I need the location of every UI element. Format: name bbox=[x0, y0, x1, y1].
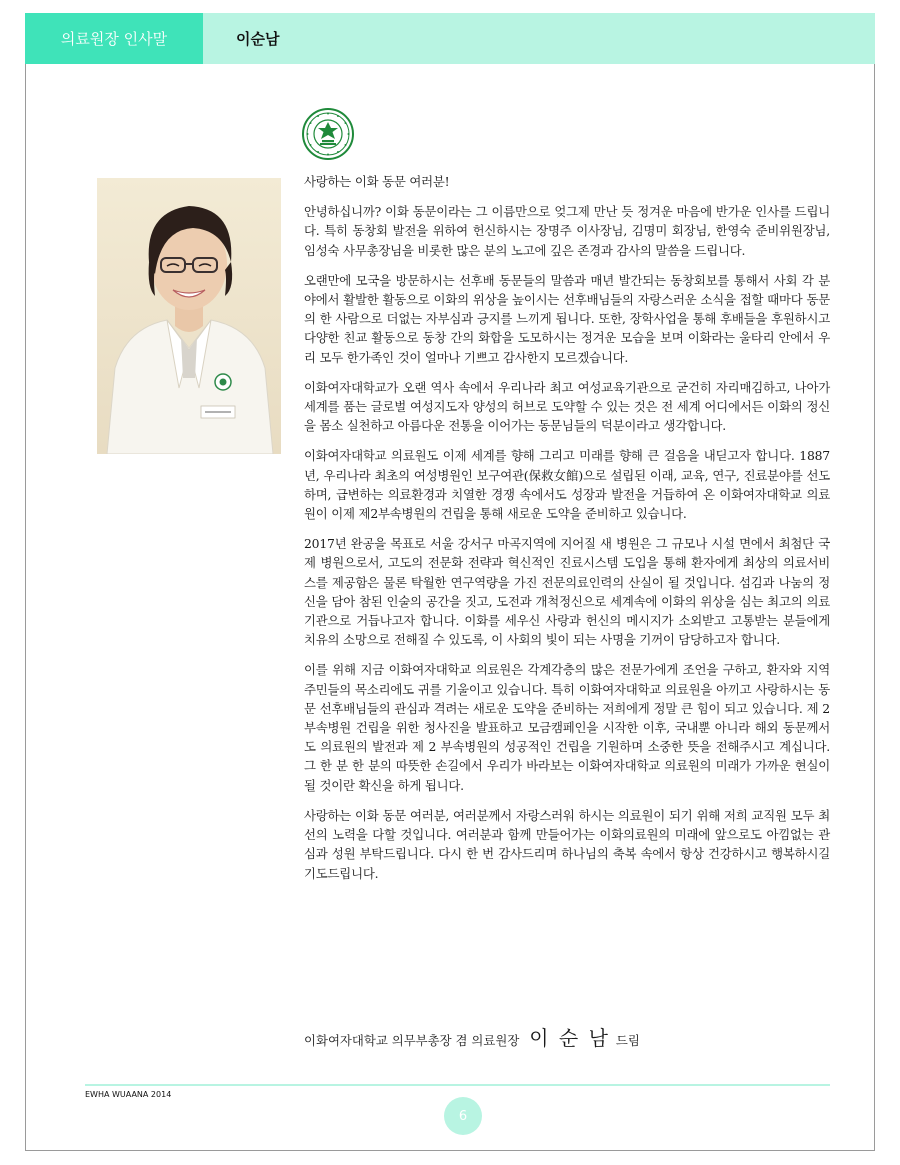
letter-body bbox=[304, 172, 830, 894]
paragraph-3: 이화여자대학교가 오랜 역사 속에서 우리나라 최고 여성교육기관으로 굳건히 자리매김하고, 나아가 세계를 품는 글로벌 여성지도자 양성의 허브로 도약할 수 있는 것은 전 세계 어디에서든 이화의 정신을 몸소 실천하고 아름다운 전통을 이어가는 동문님들의 덕분이라고 생각합니다. bbox=[304, 379, 830, 434]
signature-title: 이화여자대학교 의무부총장 겸 의료원장 bbox=[304, 1033, 520, 1048]
paragraph-7: 사랑하는 이화 동문 여러분, 여러분께서 자랑스러워 하시는 의료원이 되기 위해 저희 교직원 모두 최선의 노력을 다할 것입니다. 여러분과 함께 만들어가는 이화의료원의 미래에 앞으로도 아낌없는 관심과 성원 부탁드립니다. 다시 한 번 감사드리며 하나님의 축복 속에서 항상 건강하시고 행복하시길 기도드립니다. bbox=[304, 807, 830, 881]
signature-suffix: 드림 bbox=[615, 1033, 640, 1048]
paragraph-1: 안녕하십니까? 이화 동문이라는 그 이름만으로 엊그제 만난 듯 정겨운 마음에 반가운 인사를 드립니다. 특히 동창회 발전을 위하여 헌신하시는 장명주 이사장님, 김명미 회장님, 한영숙 준비위원장님, 임성숙 사무총장님을 비롯한 많은 분의 노고에 깊은 존경과 감사의 말씀을 드립니다. bbox=[304, 204, 830, 258]
signature-line bbox=[304, 1022, 830, 1051]
footer-publication: EWHA WUAANA 2014 bbox=[85, 1090, 172, 1099]
paragraph-6: 이를 위해 지금 이화여자대학교 의료원은 각계각층의 많은 전문가에게 조언을 구하고, 환자와 지역 주민들의 목소리에도 귀를 기울이고 있습니다. 특히 이화여자대학교 의료원을 아끼고 사랑하시는 동문 선후배님들의 관심과 격려는 새로운 도약을 준비하는 저희에게 정말 큰 힘이 되고 있습니다. 제 2 부속병원 건립을 위한 청사진을 발표하고 모금캠페인을 시작한 이후, 국내뿐 아니라 해외 동문께서도 의료원의 발전과 제 2 부속병원의 성공적인 건립을 기원하며 소중한 뜻을 전해주시고 계십니다. 그 한 분 한 분의 따뜻한 손길에서 우리가 바라보는 이화여자대학교 의료원의 미래가 가까운 현실이 될 것이란 확신을 하게 됩니다. bbox=[304, 662, 830, 793]
greeting: 사랑하는 이화 동문 여러분! bbox=[304, 174, 450, 189]
page-number: 6 bbox=[444, 1097, 482, 1135]
section-title: 의료원장 인사말 bbox=[25, 13, 203, 64]
portrait-photo bbox=[97, 178, 281, 454]
university-seal-icon bbox=[302, 108, 354, 160]
author-name-header: 이순남 bbox=[236, 30, 280, 48]
paragraph-4: 이화여자대학교 의료원도 이제 세계를 향해 그리고 미래를 향해 큰 걸음을 내딛고자 합니다. 1887년, 우리나라 최초의 여성병원인 보구여관(保救女館)으로 설립된 이래, 교육, 연구, 진료분야를 선도하며, 급변하는 의료환경과 치열한 경쟁 속에서도 성장과 발전을 거듭하여 온 이화여자대학교 의료원이 이제 제2부속병원의 건립을 통해 새로운 도약을 준비하고 있습니다. bbox=[304, 448, 830, 522]
signature-name: 이 순 남 bbox=[529, 1026, 610, 1050]
paragraph-5: 2017년 완공을 목표로 서울 강서구 마곡지역에 지어질 새 병원은 그 규모나 시설 면에서 최첨단 국제 병원으로서, 고도의 전문화 전략과 혁신적인 진료시스템 도입을 통해 환자에게 최상의 의료서비스를 제공함은 물론 탁월한 연구역량을 가진 전문의료인력의 산실이 될 것입니다. 섬김과 나눔의 정신을 담아 참된 인술의 공간을 짓고, 도전과 개척정신으로 세계속에 이화의 위상을 심는 최고의 의료기관으로 거듭나고자 합니다. 이화를 세우신 사랑과 헌신의 메시지가 소외받고 고통받는 분들에게 치유의 소망으로 전해질 수 있도록, 이 사회의 빛이 되는 사명을 기꺼이 담당하고자 합니다. bbox=[304, 536, 830, 648]
paragraph-2: 오랜만에 모국을 방문하시는 선후배 동문들의 말씀과 매년 발간되는 동창회보를 통해서 사회 각 분야에서 활발한 활동으로 이화의 위상을 높이시는 선후배님들의 자랑스러운 소식을 접할 때마다 동문의 한 사람으로 더없는 자부심과 긍지를 느끼게 됩니다. 또한, 장학사업을 통해 후배들을 후원하시고 다양한 친교 활동으로 동창 간의 화합을 도모하시는 정겨운 모습을 보며 이화라는 울타리 안에서 우리 모두 한가족인 것이 얼마나 기쁘고 감사한지 모르겠습니다. bbox=[304, 272, 830, 365]
footer-divider bbox=[85, 1084, 830, 1086]
